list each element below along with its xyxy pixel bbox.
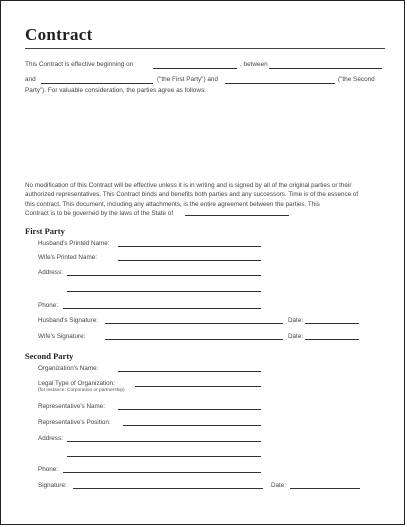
husband-printed-name-field[interactable] xyxy=(118,246,261,247)
first-party-address-label: Address: xyxy=(38,269,63,276)
wife-signature-field[interactable] xyxy=(105,339,283,340)
representative-name-label: Representative's Name: xyxy=(38,403,105,410)
second-party-address-label: Address: xyxy=(38,435,63,442)
second-party-date-field[interactable] xyxy=(290,488,360,489)
intro-text-1b: , between xyxy=(240,61,268,68)
husband-printed-name-label: Husband's Printed Name: xyxy=(38,240,110,247)
second-party-signature-field[interactable] xyxy=(73,488,263,489)
first-party-address-field-1[interactable] xyxy=(67,275,261,276)
first-party-address-field-2[interactable] xyxy=(67,291,261,292)
closing-line-1: No modification of this Contract will be effective unless it is in writing and is signed by all of the original parties or their xyxy=(25,182,352,189)
document-title: Contract xyxy=(25,25,93,44)
second-party-heading: Second Party xyxy=(25,351,74,361)
start-date-field[interactable] xyxy=(153,68,237,69)
closing-line-4: Contract is to be governed by the laws of the State of xyxy=(25,210,174,218)
wife-date-field[interactable] xyxy=(305,339,359,340)
husband-date-field[interactable] xyxy=(305,323,359,324)
intro-text-1a: This Contract is effective beginning on xyxy=(25,61,134,68)
second-party-name-field[interactable] xyxy=(225,83,335,84)
representative-name-field[interactable] xyxy=(118,409,261,410)
legal-type-field[interactable] xyxy=(135,386,261,387)
second-party-phone-label: Phone: xyxy=(38,466,58,473)
closing-line-3: this contract. This document, including any attachments, is the entire agreement between the parties. This xyxy=(25,200,320,208)
organization-name-field[interactable] xyxy=(118,371,261,372)
governing-state-field[interactable] xyxy=(185,215,289,216)
second-party-address-field-1[interactable] xyxy=(67,441,261,442)
organization-name-label: Organization's Name: xyxy=(38,365,99,372)
first-party-phone-label: Phone: xyxy=(38,302,58,309)
intro-text-2a: and xyxy=(25,76,36,83)
husband-signature-field[interactable] xyxy=(105,323,283,324)
wife-printed-name-field[interactable] xyxy=(118,260,261,261)
title-rule xyxy=(25,48,385,49)
closing-line-2: authorized representatives. This Contract binds and benefits both parties and any successors. Time is of the essence of xyxy=(25,191,359,199)
first-party-heading: First Party xyxy=(25,226,65,236)
second-party-phone-field[interactable] xyxy=(63,472,261,473)
first-party-name-field[interactable] xyxy=(269,68,382,69)
representative-position-label: Representative's Position: xyxy=(38,419,111,426)
first-party-field-2[interactable] xyxy=(41,83,153,84)
second-party-date-label: Date: xyxy=(271,482,287,489)
second-party-address-field-2[interactable] xyxy=(67,456,261,457)
closing-paragraph xyxy=(25,181,385,219)
intro-text-2c: ("the Second xyxy=(338,76,375,83)
husband-signature-label: Husband's Signature: xyxy=(38,317,99,324)
intro-text-2b: ("the First Party") and xyxy=(157,76,219,83)
wife-printed-name-label: Wife's Printed Name: xyxy=(38,254,97,261)
husband-date-label: Date: xyxy=(288,317,304,324)
intro-text-3: Party"). For valuable consideration, the parties agree as follows: xyxy=(25,87,206,94)
legal-type-label: Legal Type of Organization: xyxy=(38,380,115,387)
legal-type-hint: (for instance: Corporation or partnership) xyxy=(38,388,125,393)
first-party-phone-field[interactable] xyxy=(63,308,261,309)
second-party-signature-label: Signature: xyxy=(38,482,67,489)
wife-signature-label: Wife's Signature: xyxy=(38,333,86,340)
representative-position-field[interactable] xyxy=(123,425,261,426)
wife-date-label: Date: xyxy=(288,333,304,340)
